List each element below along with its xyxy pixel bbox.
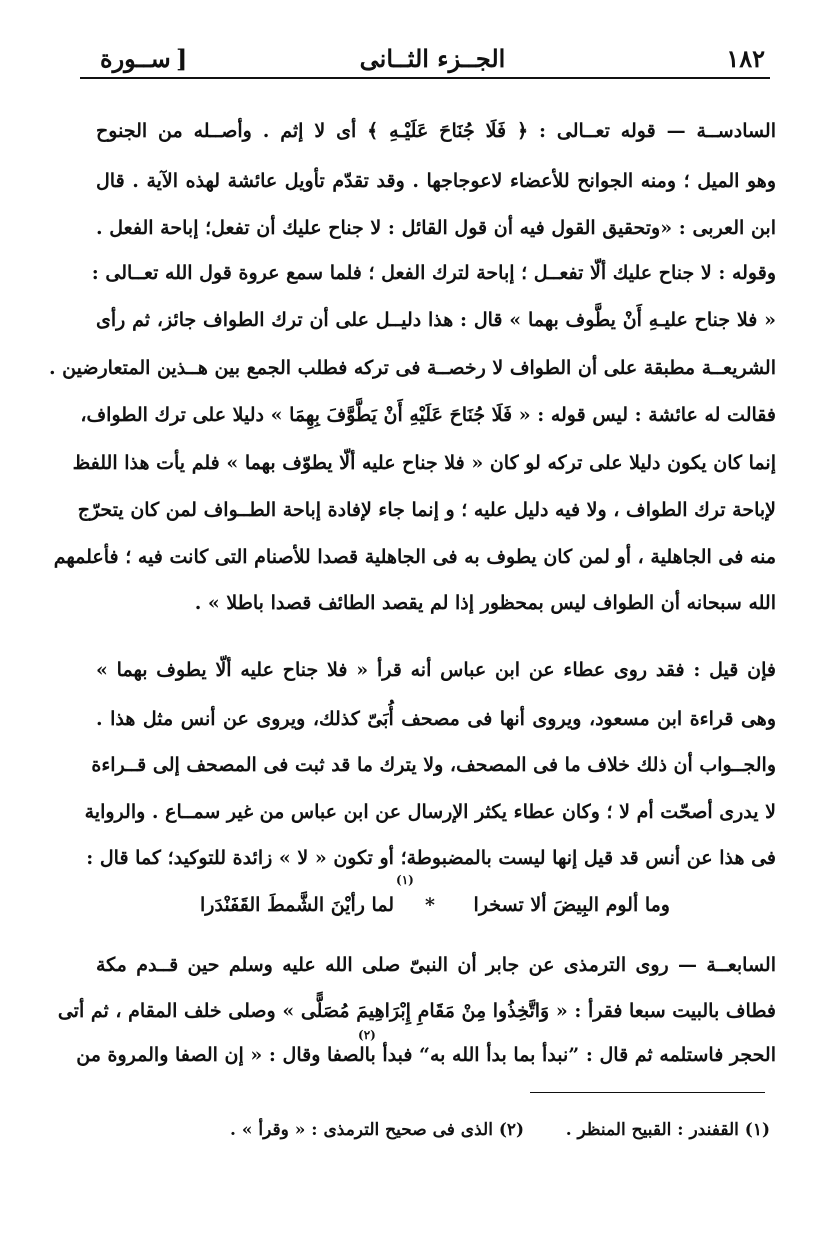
text-line: ابن العربى : «وتحقيق القول فيه أن قول القائل : لا جناح عليك أن تفعل؛ إباحة الفعل . — [96, 217, 776, 239]
text-line: والجــواب أن ذلك خلاف ما فى المصحف، ولا يترك ما قد ثبت فى المصحف إلى قــراءة — [91, 754, 776, 776]
verse-separator: * — [425, 894, 435, 916]
footnote-item: (١) القفندر : القبيح المنظر . — [565, 1120, 770, 1140]
text-line: لا يدرى أصحّت أم لا ؛ وكان عطاء يكثر الإرسال عن ابن عباس من غير سمــاع . والرواية — [84, 801, 776, 823]
text-line: الله سبحانه أن الطواف ليس بمحظور إذا لم يقصد الطائف قصدا باطلا » . — [194, 592, 776, 614]
page-number: ١٨٢ — [726, 44, 765, 73]
part-title: الجــزء الثــانى — [359, 44, 506, 73]
text-line: فطاف بالبيت سبعا فقرأ : « وَاتَّخِذُوا مِنْ مَقَامِ إِبْرَاهِيمَ مُصَلًّى » وصلى خلف المقام ، ثم أتى — [57, 1000, 776, 1022]
footnote-rule — [530, 1092, 765, 1093]
text-line: فقالت له عائشة : ليس قوله : « فَلَا جُنَاحَ عَلَيْهِ أَنْ يَطَّوَّفَ بِهِمَا » دليلا على ترك الطواف، — [80, 404, 776, 426]
footnote-marker: (٢) — [358, 1028, 376, 1042]
text-line: السابعــة — روى الترمذى عن جابر أن النبىّ صلى الله عليه وسلم حين قــدم مكة — [96, 954, 776, 976]
text-line: لإباحة ترك الطواف ، ولا فيه دليل عليه ؛ و إنما جاء لإفادة إباحة الطــواف لمن كان يتحرّج — [77, 499, 776, 521]
text-line: الشريعــة مطبقة على أن الطواف لا رخصــة فى تركه فطلب الجمع بين هــذين المتعارضين . — [48, 357, 776, 379]
text-line: فإن قيل : فقد روى عطاء عن ابن عباس أنه قرأ « فلا جناح عليه ألّا يطوف بهما » — [96, 659, 776, 681]
text-line: السادســة — قوله تعــالى : ﴿ فَلَا جُنَاحَ عَلَيْـهِ ﴾ أى لا إثم . وأصــله من الجنوح — [96, 120, 776, 142]
text-line: فى هذا عن أنس قد قيل إنها ليست بالمضبوطة؛ أو تكون « لا » زائدة للتوكيد؛ كما قال : — [86, 847, 776, 869]
text-line: وهى قراءة ابن مسعود، ويروى أنها فى مصحف أُبَىّ كذلك، ويروى عن أنس مثل هذا . — [96, 708, 776, 730]
footnote-item: (٢) الذى فى صحيح الترمذى : « وقرأ » . — [230, 1120, 525, 1140]
poetry-verse — [200, 890, 670, 920]
text-line: وهو الميل ؛ ومنه الجوانح للأعضاء لاعوجاجها . وقد تقدّم تأويل عائشة لهذه الآية . قال — [96, 170, 776, 192]
surah-label: ســورة — [100, 44, 171, 73]
footnote-marker: (١) — [396, 873, 414, 887]
verse-hemistich: وما ألوم البِيضَ ألا تسخرا — [473, 894, 670, 916]
footnotes — [230, 1116, 770, 1150]
text-line: منه فى الجاهلية ، أو لمن كان يطوف به فى الجاهلية قصدا للأصنام التى كانت فيه ؛ فأعلمهم — [53, 546, 776, 568]
header-rule — [80, 77, 770, 79]
text-line: وقوله : لا جناح عليك ألّا تفعــل ؛ إباحة لترك الفعل ؛ فلما سمع عروة قول الله تعــالى : — [91, 262, 776, 284]
verse-hemistich: لما رأيْنَ الشَّمطَ القَفَنْدَرا — [200, 894, 395, 916]
text-line: الحجر فاستلمه ثم قال : ”نبدأ بما بدأ الله به“ فبدأ بالصفا وقال : « إن الصفا والمروة من — [76, 1044, 776, 1066]
header-bracket: [ — [176, 44, 188, 73]
running-header — [100, 40, 765, 76]
text-line: إنما كان يكون دليلا على تركه لو كان « فلا جناح عليه ألّا يطوّف بهما » فلم يأت هذا اللفظ — [72, 452, 776, 474]
text-line: « فلا جناح عليـهِ أَنْ يطَّوف بهما » قال : هذا دليــل على أن ترك الطواف جائز، ثم رأى — [96, 309, 776, 331]
